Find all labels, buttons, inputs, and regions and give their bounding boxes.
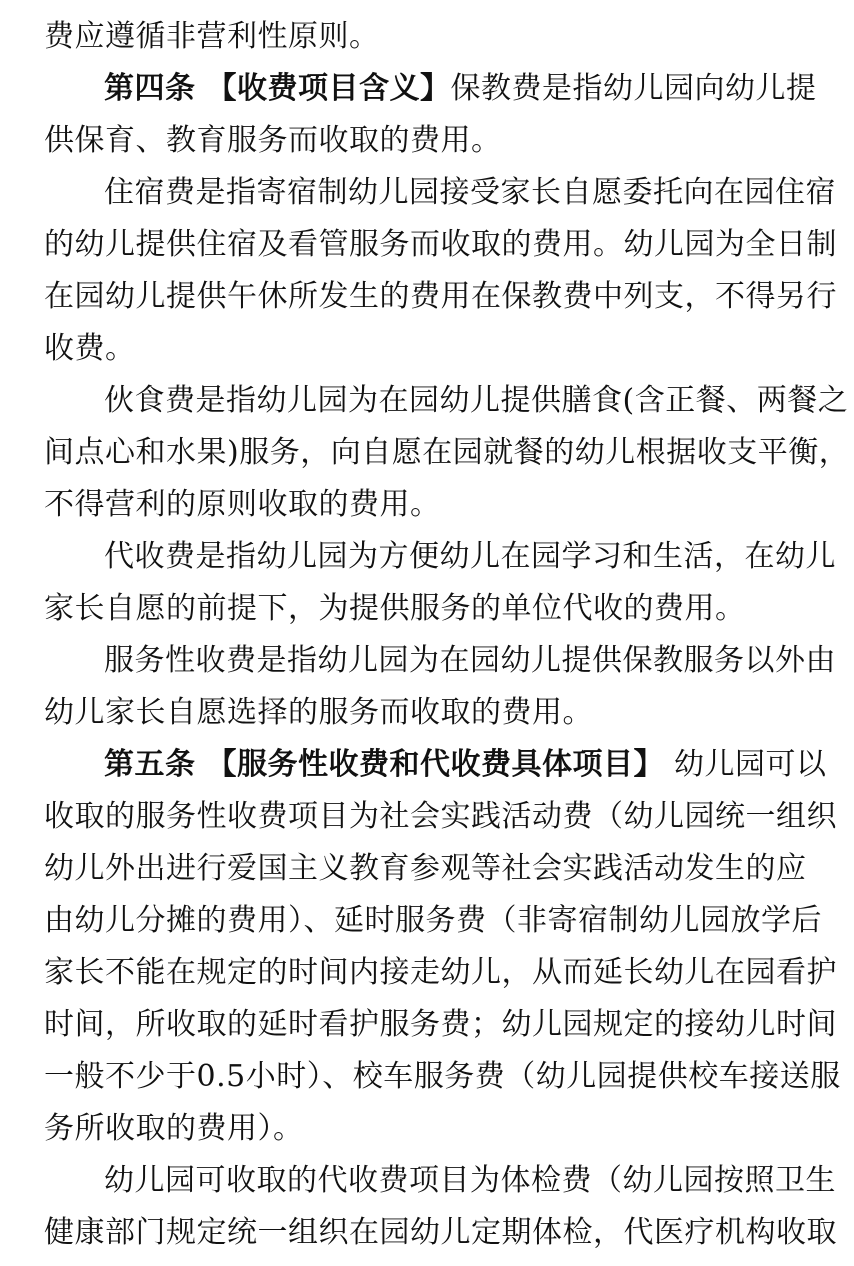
article-5-heading: 第五条 【服务性收费和代收费具体项目】 xyxy=(104,747,664,782)
text-line: 在园幼儿提供午休所发生的费用在保教费中列支，不得另行 xyxy=(44,279,837,314)
article-5-text: 幼儿园可以 xyxy=(663,747,827,782)
article-4-paragraph xyxy=(44,63,817,115)
text-line: 服务性收费是指幼儿园为在园幼儿提供保教服务以外由 xyxy=(104,643,836,678)
text-line: 代收费是指幼儿园为方便幼儿在园学习和生活，在幼儿 xyxy=(104,539,836,574)
text-line: 住宿费是指寄宿制幼儿园接受家长自愿委托向在园住宿 xyxy=(104,175,836,210)
text-line: 费应遵循非营利性原则。 xyxy=(44,19,380,54)
text-line: 由幼儿分摊的费用）、延时服务费（非寄宿制幼儿园放学后 xyxy=(44,903,822,938)
text-line: 的幼儿提供住宿及看管服务而收取的费用。幼儿园为全日制 xyxy=(44,227,837,262)
text-line: 不得营利的原则收取的费用。 xyxy=(44,487,441,522)
text-line: 务所收取的费用）。 xyxy=(44,1111,304,1146)
document-page xyxy=(44,0,850,1259)
text-line: 收费。 xyxy=(44,331,136,366)
text-line: 时间，所收取的延时看护服务费；幼儿园规定的接幼儿时间 xyxy=(44,1007,837,1042)
text-line: 幼儿家长自愿选择的服务而收取的费用。 xyxy=(44,695,593,730)
article-4-text: 保教费是指幼儿园向幼儿提 xyxy=(450,71,817,106)
text-line: 收取的服务性收费项目为社会实践活动费（幼儿园统一组织 xyxy=(44,799,837,834)
text-line: 伙食费是指幼儿园为在园幼儿提供膳食(含正餐、两餐之 xyxy=(104,383,849,418)
text-line: 一般不少于0.5小时）、校车服务费（幼儿园提供校车接送服 xyxy=(44,1059,841,1094)
text-line: 家长自愿的前提下，为提供服务的单位代收的费用。 xyxy=(44,591,746,626)
text-line: 家长不能在规定的时间内接走幼儿，从而延长幼儿在园看护 xyxy=(44,955,837,990)
text-line: 健康部门规定统一组织在园幼儿定期体检，代医疗机构收取 xyxy=(44,1215,837,1250)
article-4-heading: 第四条 【收费项目含义】 xyxy=(104,71,451,106)
text-line: 幼儿外出进行爱国主义教育参观等社会实践活动发生的应 xyxy=(44,851,807,886)
article-5-paragraph xyxy=(44,739,827,791)
text-line: 幼儿园可收取的代收费项目为体检费（幼儿园按照卫生 xyxy=(104,1163,836,1198)
text-line: 供保育、教育服务而收取的费用。 xyxy=(44,123,502,158)
text-line: 间点心和水果)服务，向自愿在园就餐的幼儿根据收支平衡， xyxy=(44,435,850,470)
